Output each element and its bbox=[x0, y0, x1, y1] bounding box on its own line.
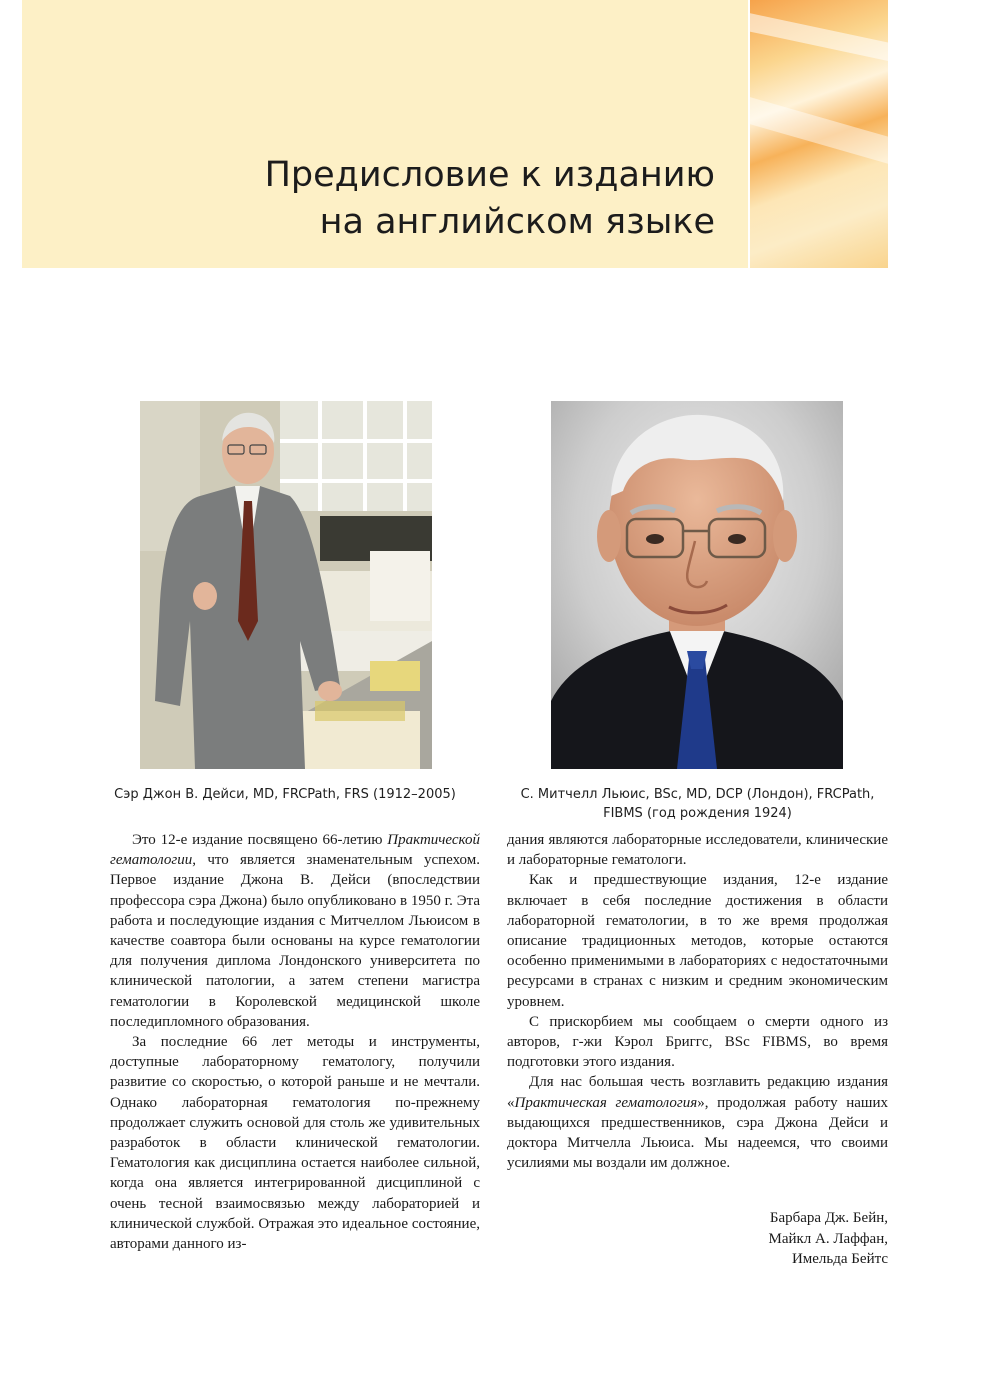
paragraph-1-start: Это 12-е издание посвящено 66-летию bbox=[132, 832, 388, 848]
text-column-right bbox=[507, 830, 888, 1173]
text-column-left bbox=[110, 830, 480, 1254]
decorative-pages-image bbox=[748, 0, 888, 268]
photo-mitchell-lewis bbox=[551, 401, 843, 769]
paragraph-5-start: Для нас большая честь возглавить редакцию издания « bbox=[507, 1074, 888, 1111]
paragraph-2-continued: дания являются лабораторные исследователи, клинические и лабораторные гематологи. bbox=[507, 832, 888, 869]
book-title-emphasis-2: Практическая гематология bbox=[514, 1094, 698, 1111]
page-title bbox=[265, 152, 715, 246]
title-line-2: на английском языке bbox=[319, 202, 715, 242]
photo-john-dacie-illustration bbox=[140, 401, 432, 769]
decor-divider bbox=[748, 0, 750, 268]
paragraph-4: С прискорбием мы сообщаем о смерти одного из авторов, г-жи Кэрол Бриггс, BSc FIBMS, во время подготовки этого издания. bbox=[507, 1013, 888, 1071]
paragraph-3: Как и предшествующие издания, 12-е издание включает в себя последние достижения в области лабораторной гематологии, в то же время продолжая описание традиционных методов, которые остаются особенно применимыми в лабораториях с недостаточными ресурсами в странах с низким и средним экономическим уровнем. bbox=[507, 872, 888, 1010]
signature-block bbox=[600, 1208, 888, 1270]
caption-2-line-2: FIBMS (год рождения 1924) bbox=[603, 806, 792, 821]
signature-line-1: Барбара Дж. Бейн, bbox=[769, 1210, 888, 1226]
photo-mitchell-lewis-illustration bbox=[551, 401, 843, 769]
paragraph-5-rest: », продолжая работу наших выдающихся предшественников, сэра Джона Дейси и доктора Митчелла Льюиса. Мы надеемся, что своими усилиями мы воздали им должное. bbox=[507, 1094, 888, 1172]
photo-john-dacie bbox=[140, 401, 432, 769]
photo-caption-1: Сэр Джон В. Дейси, MD, FRCPath, FRS (1912–2005) bbox=[114, 787, 456, 802]
signature-line-3: Имельда Бейтс bbox=[791, 1251, 888, 1267]
photo-caption-2 bbox=[500, 785, 895, 823]
book-title-emphasis: Практической гематологии bbox=[110, 832, 480, 869]
paragraph-5 bbox=[507, 1072, 888, 1173]
paragraph-1 bbox=[110, 830, 480, 1032]
paragraph-2: За последние 66 лет методы и инструменты, доступные лабораторному гематологу, получили развитие со скоростью, о которой раньше и не мечтали. Однако лабораторная гематология по-прежнему продолжает служить основой для столь же удивительных разработок в области клинической гематологии. Гематология как дисциплина остается наиболее сильной, когда она является интегрированной дисциплиной с очень тесной взаимосвязью между лабораторией и клинической службой. Отражая это идеальное состояние, авторами данного из- bbox=[110, 1034, 480, 1253]
signature-line-2: Майкл А. Лаффан, bbox=[768, 1230, 888, 1247]
title-line-1: Предисловие к изданию bbox=[264, 155, 715, 195]
paragraph-1-rest: , что является знаменательным успехом. Первое издание Джона В. Дейси (впоследствии профессора сэра Джона) было опубликовано в 1950 г. Эта работа и последующие издания с Митчеллом Льюисом в качестве соавтора были основаны на курсе гематологии для получения диплома Лондонского университета по клинической патологии, а затем степени магистра гематологии в Королевской медицинской школе последипломного образования. bbox=[110, 852, 480, 1030]
caption-2-line-1: С. Митчелл Льюис, BSc, MD, DCP (Лондон), FRCPath, bbox=[520, 787, 875, 802]
